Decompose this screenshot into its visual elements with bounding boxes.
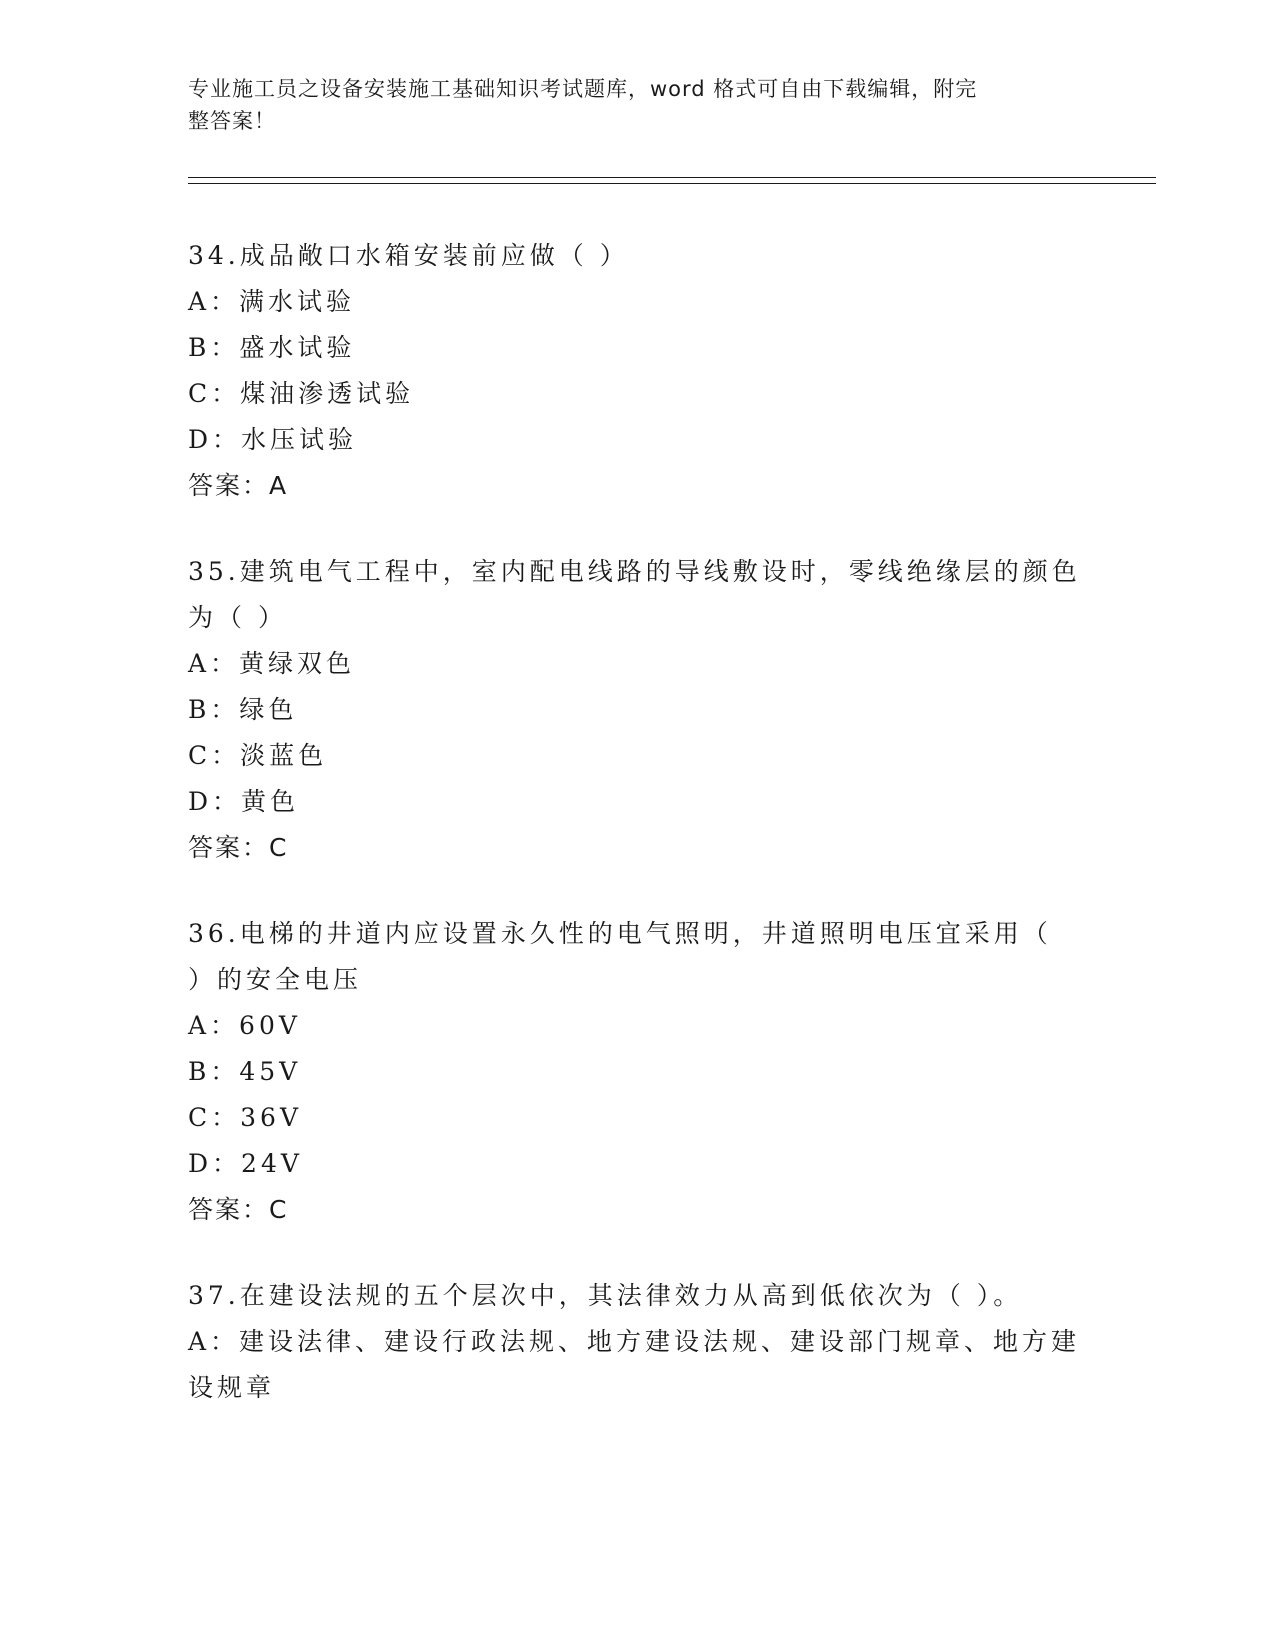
option-a: A：满水试验 [188, 287, 356, 316]
option-b: B：绿色 [188, 695, 298, 724]
question-37 [188, 1273, 1088, 1411]
question-35 [188, 549, 1088, 871]
question-stem: 34.成品敞口水箱安装前应做（ ） [188, 241, 629, 270]
question-stem: 36.电梯的井道内应设置永久性的电气照明，井道照明电压宜采用（ [188, 919, 1052, 948]
question-stem-continued: 为（ ） [188, 603, 287, 632]
answer-line: 答案：C [188, 833, 289, 862]
option-d: D：24V [188, 1149, 303, 1178]
answer-line: 答案：A [188, 471, 289, 500]
option-d: D：水压试验 [188, 425, 358, 454]
option-a: A：建设法律、建设行政法规、地方建设法规、建设部门规章、地方建 [188, 1327, 1081, 1356]
option-a: A：黄绿双色 [188, 649, 356, 678]
question-36 [188, 911, 1088, 1233]
answer-line: 答案：C [188, 1195, 289, 1224]
option-c: C：淡蓝色 [188, 741, 328, 770]
option-c: C：36V [188, 1103, 302, 1132]
question-stem-continued: ）的安全电压 [188, 965, 363, 994]
header-divider-top [188, 177, 1156, 178]
question-34 [188, 233, 1088, 509]
document-header [188, 73, 1068, 137]
header-divider-bottom [188, 183, 1156, 184]
option-c: C：煤油渗透试验 [188, 379, 415, 408]
question-stem: 35.建筑电气工程中，室内配电线路的导线敷设时，零线绝缘层的颜色 [188, 557, 1081, 586]
question-stem: 37.在建设法规的五个层次中，其法律效力从高到低依次为（ ）。 [188, 1281, 1023, 1310]
option-d: D：黄色 [188, 787, 300, 816]
option-a-continued: 设规章 [188, 1373, 276, 1402]
option-a: A：60V [188, 1011, 301, 1040]
option-b: B：盛水试验 [188, 333, 356, 362]
option-b: B：45V [188, 1057, 302, 1086]
header-line-1: 专业施工员之设备安装施工基础知识考试题库，word 格式可自由下载编辑，附完 [188, 77, 978, 101]
question-list [188, 233, 1088, 1451]
header-line-2: 整答案！ [188, 109, 276, 133]
